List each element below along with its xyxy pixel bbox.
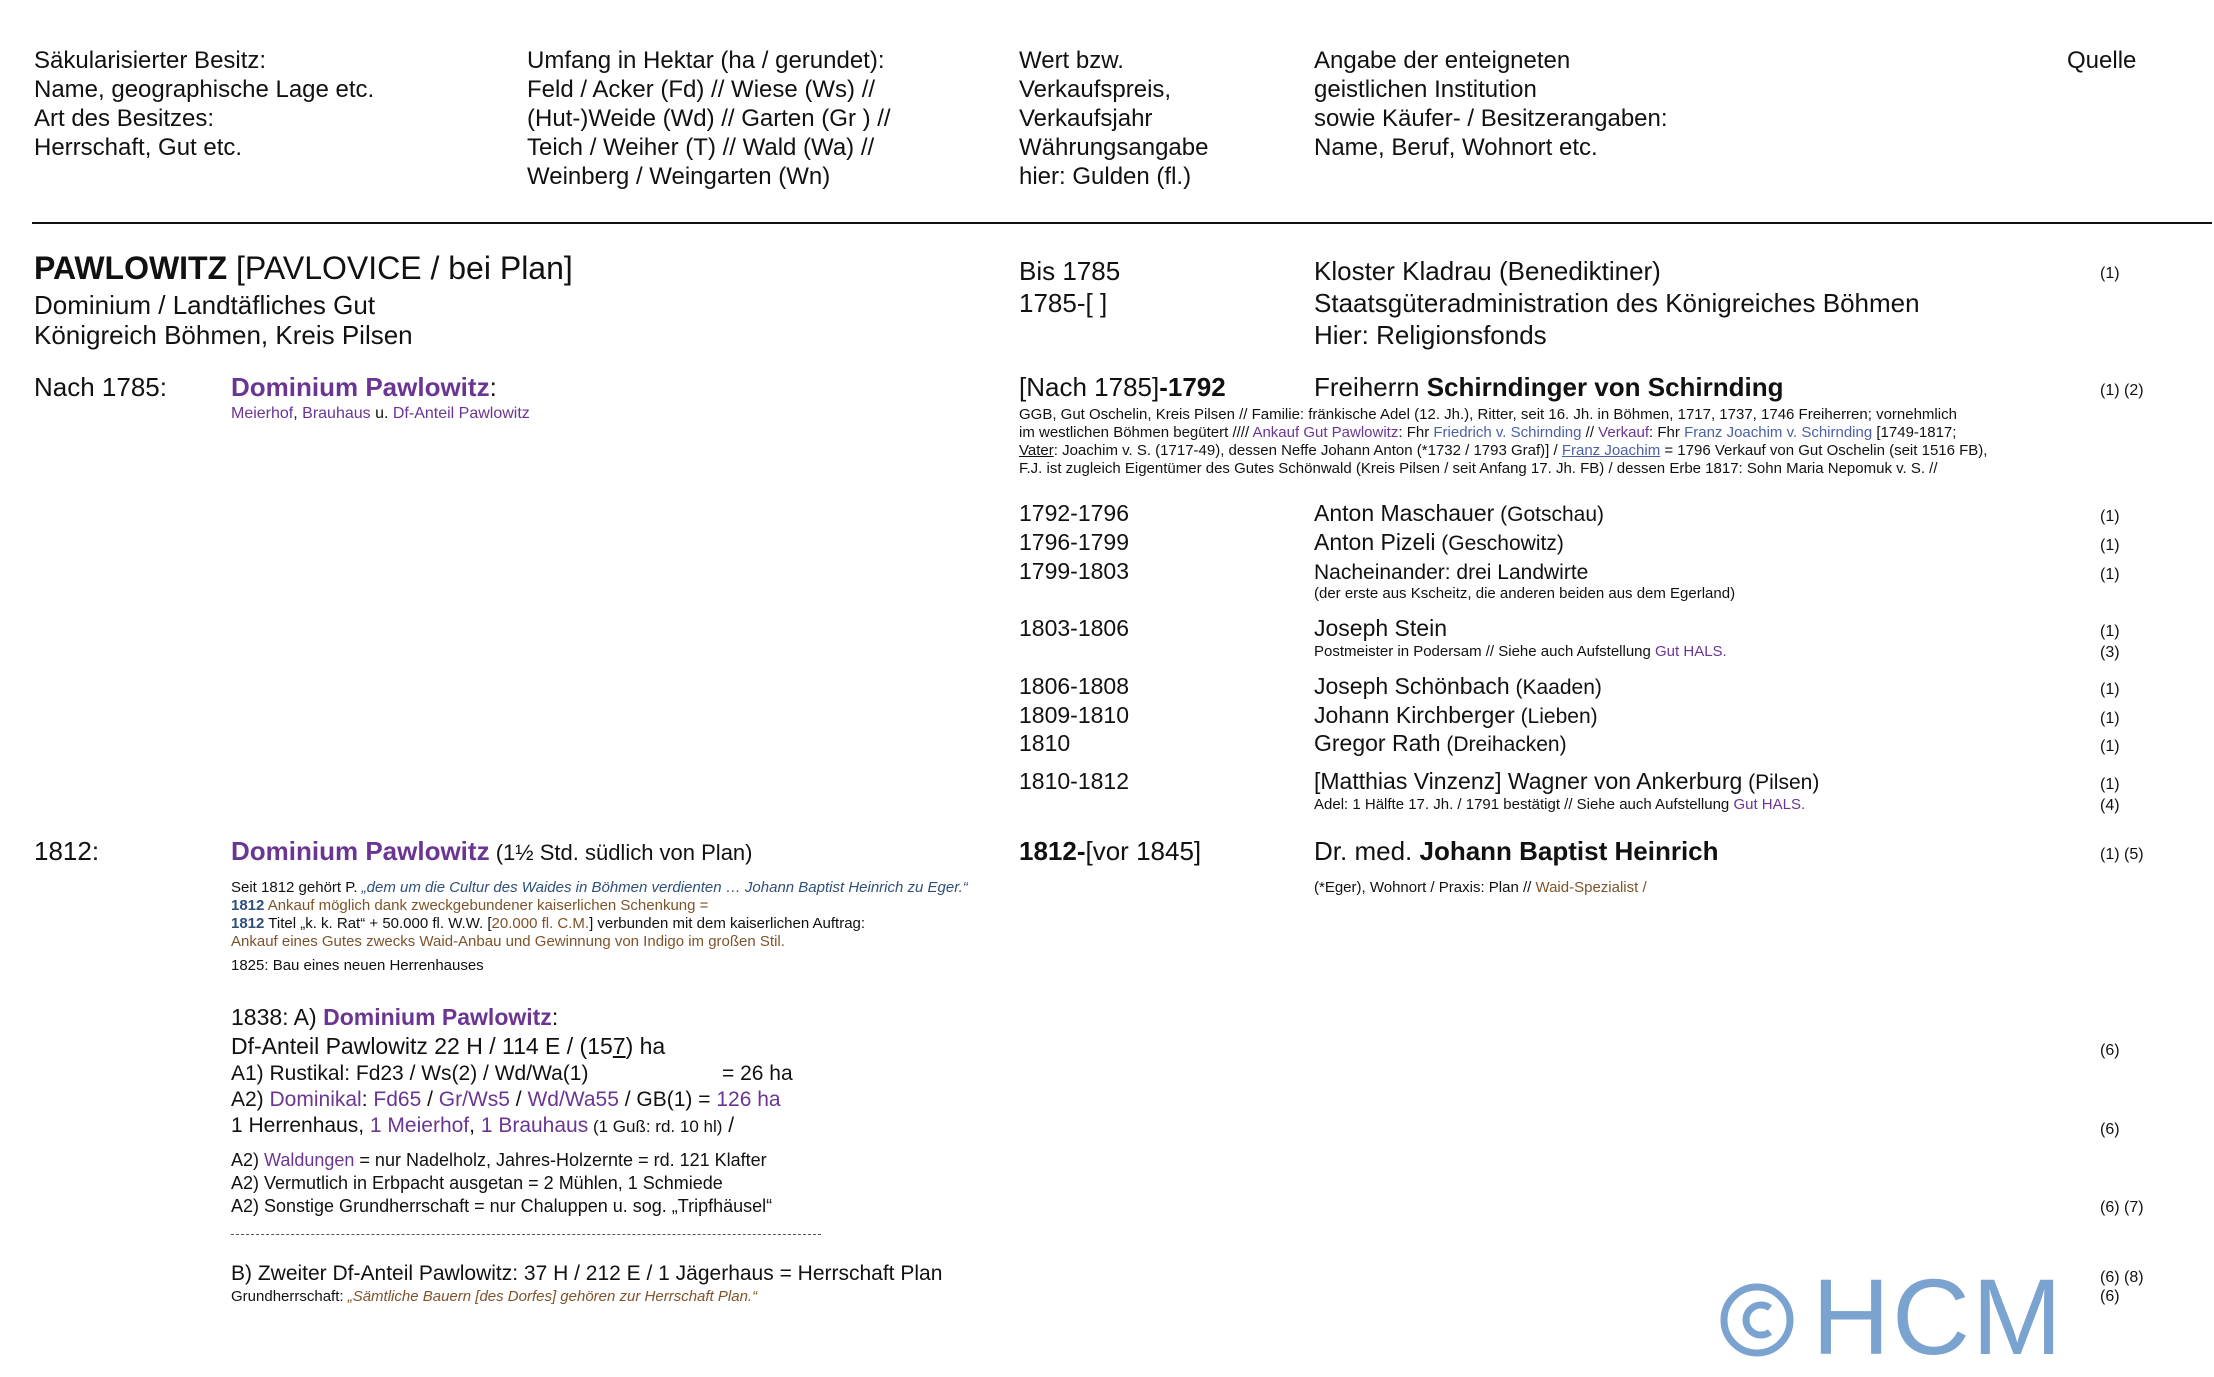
source-ref: (1) (2): [2100, 382, 2144, 399]
entry-title: [34, 250, 573, 286]
source-ref: (1) (5): [2100, 846, 2144, 863]
owner-note: (*Eger), Wohnort / Praxis: Plan // Waid-Spezialist /: [1314, 879, 1647, 896]
header-text: Wert bzw.: [1019, 47, 1124, 74]
owner-name: Joseph Stein: [1314, 615, 1447, 641]
header-col-source: Quelle: [2067, 47, 2137, 74]
dominium-components: Meierhof, Brauhaus u. Df-Anteil Pawlowitz: [231, 405, 530, 422]
owner-date: 1806-1808: [1019, 673, 1129, 699]
header-text: Art des Besitzes:: [34, 105, 215, 132]
owner-name: Johann Kirchberger (Lieben): [1314, 702, 1598, 728]
header-text: Feld / Acker (Fd) // Wiese (Ws) //: [527, 76, 876, 103]
watermark-text: HCM: [1812, 1256, 2064, 1377]
entry-region: Königreich Böhmen, Kreis Pilsen: [34, 320, 413, 350]
owner-date: 1810-1812: [1019, 768, 1129, 794]
source-ref: (1): [2100, 265, 2120, 282]
header-text: Säkularisierter Besitz:: [34, 47, 267, 74]
entry-name-czech: [PAVLOVICE / bei Plan]: [227, 250, 573, 286]
owner-date: [Nach 1785]-1792: [1019, 372, 1226, 402]
header-text: Währungsangabe: [1019, 134, 1209, 161]
source-ref: (3): [2100, 644, 2120, 661]
source-ref: (6) (8): [2100, 1269, 2144, 1286]
header-col-value: [1019, 46, 1208, 191]
owner-date: 1792-1796: [1019, 500, 1129, 526]
header-col-institution: [1314, 46, 1668, 162]
header-col-name: [34, 46, 374, 162]
source-ref: (1): [2100, 537, 2120, 554]
df-anteil-line: Df-Anteil Pawlowitz 22 H / 114 E / (157) ha: [231, 1033, 666, 1059]
period-label: Nach 1785:: [34, 372, 167, 402]
owner-sub: Postmeister in Podersam // Siehe auch Aufstellung Gut HALS.: [1314, 643, 1727, 660]
dominikal-line: A2) Dominikal: Fd65 / Gr/Ws5 / Wd/Wa55 / GB(1) = 126 ha: [231, 1088, 781, 1111]
owner-sub: (der erste aus Kscheitz, die anderen beiden aus dem Egerland): [1314, 585, 1736, 602]
header-text: Umfang in Hektar (ha / gerundet):: [527, 47, 885, 74]
owner-date: 1809-1810: [1019, 702, 1129, 728]
source-ref: (1): [2100, 681, 2120, 698]
header-text: geistlichen Institution: [1314, 76, 1537, 103]
owner-date: Bis 1785: [1019, 256, 1121, 286]
gut-hals-link[interactable]: Gut HALS.: [1733, 796, 1806, 813]
header-text: (Hut-)Weide (Wd) // Garten (Gr ) //: [527, 105, 891, 132]
period-label: 1812:: [34, 836, 100, 866]
forest-notes: A2) Waldungen = nur Nadelholz, Jahres-Holzernte = rd. 121 Klafter A2) Vermutlich in Erbpacht ausgetan = 2 Mühlen, 1 Schmiede A2) Sonstige Grundherrschaft = nur Chaluppen u. sog. „Tripfhäusel“: [231, 1150, 773, 1216]
copyright-watermark: [1718, 1256, 2064, 1377]
rustikal-total: = 26 ha: [722, 1062, 793, 1085]
header-text: Herrschaft, Gut etc.: [34, 134, 243, 161]
source-ref: (6): [2100, 1288, 2120, 1305]
dashed-divider: [231, 1234, 821, 1235]
header-text: Name, Beruf, Wohnort etc.: [1314, 134, 1598, 161]
header-text: Weinberg / Weingarten (Wn): [527, 163, 831, 190]
header-text: hier: Gulden (fl.): [1019, 163, 1192, 190]
history-notes: Seit 1812 gehört P. „dem um die Cultur des Waides in Böhmen verdienten … Johann Baptist Heinrich zu Eger.“ 1812 Ankauf möglich dank zweckgebundener kaiserlichen Schenkung = 1812 Titel „k. k. Rat“ + 50.000 fl. W.W. [20.000 fl. C.M.] verbunden mit dem kaiserlichen Auftrag: Ankauf eines Gutes zwecks Waid-Anbau und Gewinnung von Indigo im großen Stil. 1825: Bau eines neuen Herrenhauses: [231, 879, 968, 974]
header-col-area: [527, 46, 891, 191]
second-anteil-line: B) Zweiter Df-Anteil Pawlowitz: 37 H / 212 E / 1 Jägerhaus = Herrschaft Plan: [231, 1262, 943, 1285]
owner-name: Gregor Rath (Dreihacken): [1314, 730, 1567, 756]
owner-date: 1796-1799: [1019, 529, 1129, 555]
owner-name: Anton Pizeli (Geschowitz): [1314, 529, 1564, 555]
owner-date: 1799-1803: [1019, 558, 1129, 584]
source-ref: (4): [2100, 797, 2120, 814]
owner-name: Freiherrn Schirndinger von Schirnding: [1314, 372, 1784, 402]
source-ref: (1): [2100, 738, 2120, 755]
owner-date: 1803-1806: [1019, 615, 1129, 641]
entry-type: Dominium / Landtäfliches Gut: [34, 290, 376, 320]
source-ref: (6) (7): [2100, 1199, 2144, 1216]
section-1838-heading: 1838: A) Dominium Pawlowitz:: [231, 1004, 559, 1030]
owner-sub: Adel: 1 Hälfte 17. Jh. / 1791 bestätigt // Siehe auch Aufstellung Gut HALS.: [1314, 796, 1806, 813]
source-ref: (1): [2100, 508, 2120, 525]
header-text: Verkaufspreis,: [1019, 76, 1172, 103]
owner-name: Kloster Kladrau (Benediktiner): [1314, 256, 1661, 286]
copyright-icon: [1718, 1262, 1796, 1372]
header-text: Angabe der enteigneten: [1314, 47, 1571, 74]
grundherrschaft-note: Grundherrschaft: „Sämtliche Bauern [des Dorfes] gehören zur Herrschaft Plan.“: [231, 1288, 758, 1305]
owner-name: Joseph Schönbach (Kaaden): [1314, 673, 1602, 699]
entry-name: PAWLOWITZ: [34, 250, 228, 286]
header-text: Verkaufsjahr: [1019, 105, 1153, 132]
source-ref: (1): [2100, 710, 2120, 727]
owner-name: Staatsgüteradministration des Königreiches Böhmen: [1314, 288, 1920, 318]
gut-hals-link[interactable]: Gut HALS.: [1655, 643, 1727, 660]
source-ref: (6): [2100, 1121, 2120, 1138]
owner-name: Dr. med. Johann Baptist Heinrich: [1314, 836, 1719, 866]
header-text: Name, geographische Lage etc.: [34, 76, 375, 103]
owner-date: 1810: [1019, 730, 1071, 756]
source-ref: (6): [2100, 1042, 2120, 1059]
owner-note: GGB, Gut Oschelin, Kreis Pilsen // Familie: fränkische Adel (12. Jh.), Ritter, seit 16. Jh. in Böhmen, 1717, 1737, 1746 Freiherren; vornehmlich im westlichen Böhmen begütert //// Ankauf Gut Pawlowitz: Fhr Friedrich v. Schirnding // Verkauf: Fhr Franz Joachim v. Schirnding [1749-1817; Vater: Joachim v. S. (1717-49), dessen Neffe Johann Anton (*1732 / 1793 Graf)] / Franz Joachim = 1796 Verkauf von Gut Oschelin (seit 1516 FB), F.J. ist zugleich Eigentümer des Gutes Schönwald (Kreis Pilsen / seit Anfang 17. Jh. FB) / dessen Erbe 1817: Sohn Maria Nepomuk v. S. //: [1019, 406, 1988, 477]
rustikal-line: A1) Rustikal: Fd23 / Ws(2) / Wd/Wa(1): [231, 1062, 589, 1085]
franz-joachim-link[interactable]: Franz Joachim: [1561, 442, 1661, 459]
owner-name: [Matthias Vinzenz] Wagner von Ankerburg (Pilsen): [1314, 768, 1820, 794]
owner-name: Nacheinander: drei Landwirte: [1314, 561, 1589, 584]
owner-date: 1812-[vor 1845]: [1019, 836, 1202, 866]
header-text: sowie Käufer- / Besitzerangaben:: [1314, 105, 1668, 132]
owner-date: 1785-[ ]: [1019, 288, 1108, 318]
owner-sub: Hier: Religionsfonds: [1314, 320, 1547, 350]
buildings-line: 1 Herrenhaus, 1 Meierhof, 1 Brauhaus (1 Guß: rd. 10 hl) /: [231, 1114, 735, 1137]
source-ref: (1): [2100, 776, 2120, 793]
header-divider: [32, 222, 2212, 224]
source-ref: (1): [2100, 623, 2120, 640]
header-text: Teich / Weiher (T) // Wald (Wa) //: [527, 134, 875, 161]
source-ref: (1): [2100, 566, 2120, 583]
dominium-title: Dominium Pawlowitz:: [231, 372, 497, 402]
dominium-title: Dominium Pawlowitz (1½ Std. südlich von Plan): [231, 836, 753, 866]
owner-name: Anton Maschauer (Gotschau): [1314, 500, 1604, 526]
